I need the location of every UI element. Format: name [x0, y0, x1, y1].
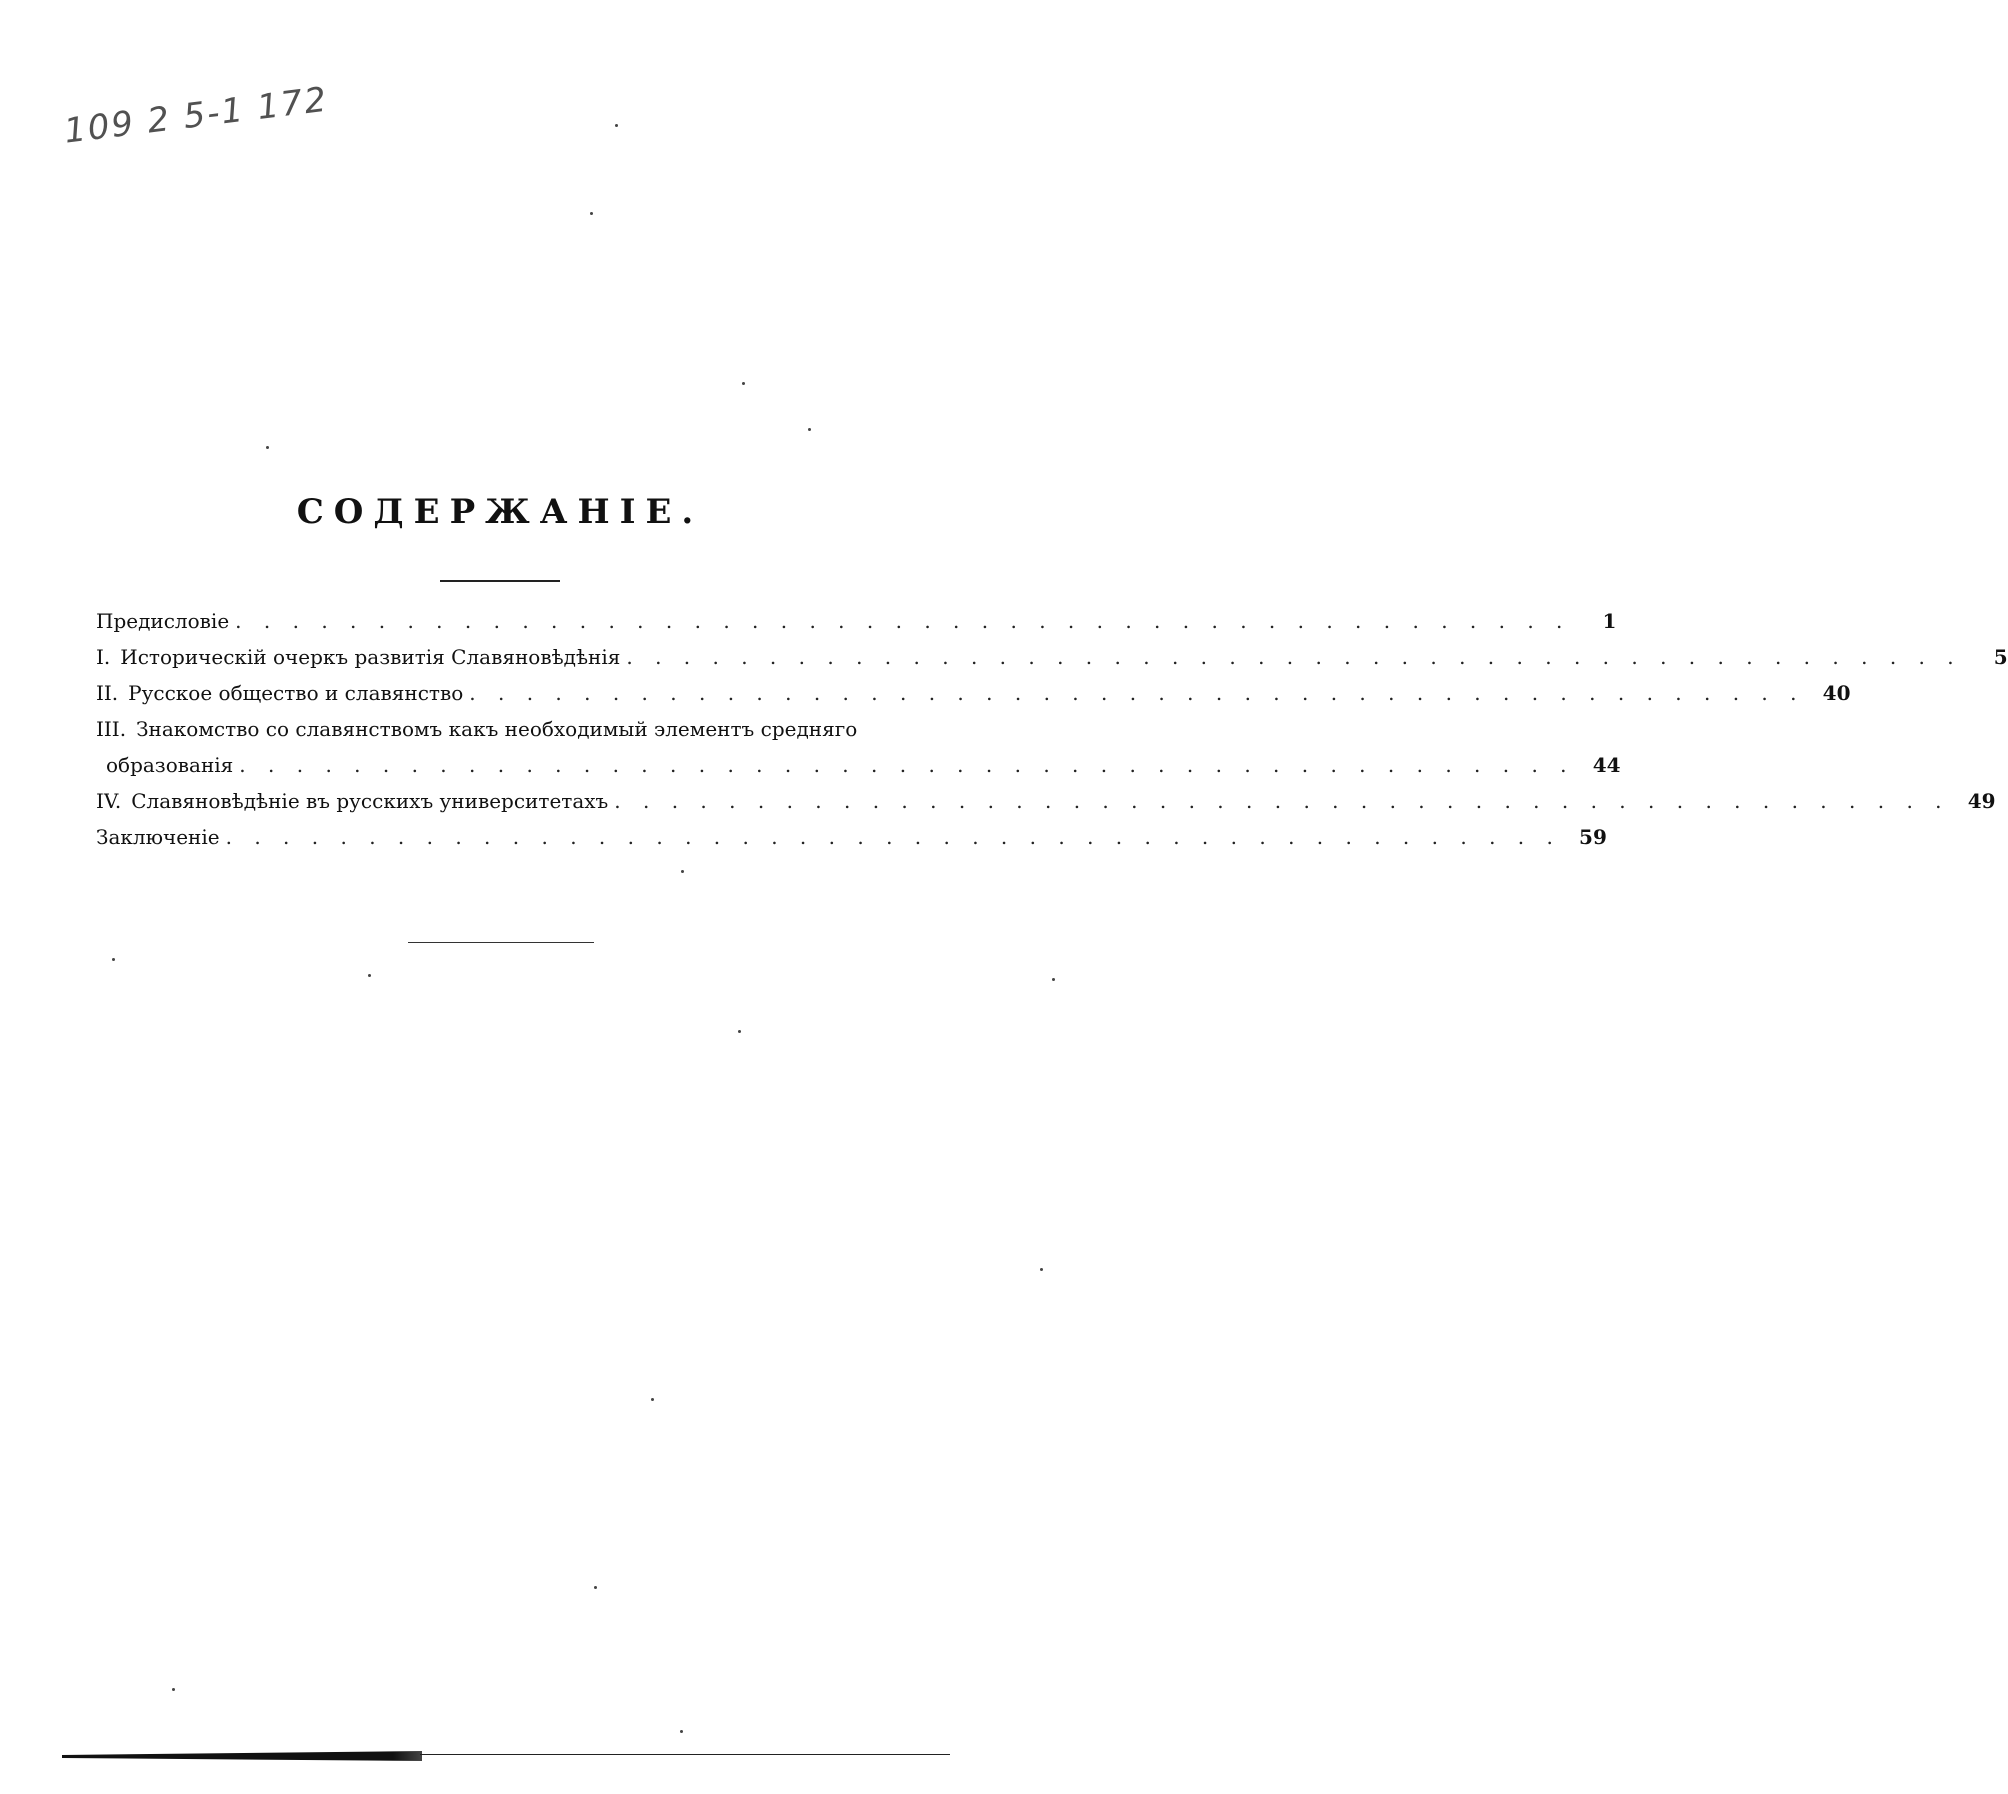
- toc-dot-leader: . . . . . . . . . . . . . . . . . . . . . . . . . . . . . . . . . . . . . . . . . . . . . . .: [614, 789, 1950, 813]
- toc-dot-leader: . . . . . . . . . . . . . . . . . . . . . . . . . . . . . . . . . . . . . . . . . . . . . . .: [225, 825, 1561, 849]
- title-underline: [440, 580, 560, 582]
- toc-dot-leader: . . . . . . . . . . . . . . . . . . . . . . . . . . . . . . . . . . . . . . . . . . . . . . .: [235, 609, 1571, 633]
- scan-speck: [590, 212, 593, 215]
- toc-entry-label: образованія: [106, 753, 234, 777]
- scan-speck: [112, 958, 115, 961]
- toc-entry-label: Знакомство со славянствомъ какъ необходимый элементъ средняго: [136, 717, 858, 741]
- toc-entry: [96, 639, 2008, 675]
- toc-dot-leader: . . . . . . . . . . . . . . . . . . . . . . . . . . . . . . . . . . . . . . . . . . . . . . .: [239, 753, 1575, 777]
- closing-rule: [408, 942, 594, 943]
- handwritten-shelfmark: 109 2 5-1 172: [62, 79, 331, 152]
- scan-speck: [681, 870, 684, 873]
- toc-dot-leader: . . . . . . . . . . . . . . . . . . . . . . . . . . . . . . . . . . . . . . . . . . . . . . .: [469, 681, 1805, 705]
- toc-entry: [96, 675, 1851, 711]
- scan-speck: [808, 428, 811, 431]
- toc-entry-label: Предисловіе: [96, 609, 230, 633]
- toc-entry-label: Русское общество и славянство: [128, 681, 464, 705]
- scan-speck: [680, 1730, 683, 1733]
- scan-speck: [1052, 978, 1055, 981]
- toc-entry: [96, 603, 1617, 639]
- scan-speck: [742, 382, 745, 385]
- scan-speck: [266, 446, 269, 449]
- scan-speck: [1040, 1268, 1043, 1271]
- toc-entry-continuation: [96, 747, 1621, 783]
- toc-entry-page: 44: [1592, 753, 1621, 777]
- toc-entry-page: 59: [1579, 825, 1607, 849]
- toc-entry: [96, 783, 1996, 819]
- toc-entry-numeral: IV.: [96, 789, 122, 813]
- scan-speck: [615, 124, 618, 127]
- scan-speck: [594, 1586, 597, 1589]
- scan-speck: [172, 1688, 175, 1691]
- page-title: СОДЕРЖАНІЕ.: [296, 492, 704, 532]
- toc-entry-numeral: I.: [96, 645, 111, 669]
- toc-entry-label: Историческій очеркъ развитія Славяновѣдѣнія: [120, 645, 621, 669]
- toc-entry-page: 49: [1967, 789, 1996, 813]
- toc-entry-page: 40: [1822, 681, 1851, 705]
- toc-entry: [96, 819, 1607, 855]
- scan-speck: [651, 1398, 654, 1401]
- toc-entry-numeral: II.: [96, 681, 119, 705]
- toc-entry: [96, 711, 906, 747]
- toc-entry-label: Заключеніе: [96, 825, 220, 849]
- toc-dot-leader: . . . . . . . . . . . . . . . . . . . . . . . . . . . . . . . . . . . . . . . . . . . . . . .: [626, 645, 1962, 669]
- toc-entry-label: Славяновѣдѣніе въ русскихъ университетахъ: [131, 789, 609, 813]
- toc-entry-page: 1: [1602, 609, 1617, 633]
- scan-edge-line: [420, 1754, 950, 1755]
- scan-edge-mark: [62, 1751, 422, 1761]
- toc-entry-page: 5: [1993, 645, 2008, 669]
- table-of-contents: [96, 603, 2008, 855]
- scan-speck: [738, 1030, 741, 1033]
- scan-speck: [368, 974, 371, 977]
- toc-entry-numeral: III.: [96, 717, 127, 741]
